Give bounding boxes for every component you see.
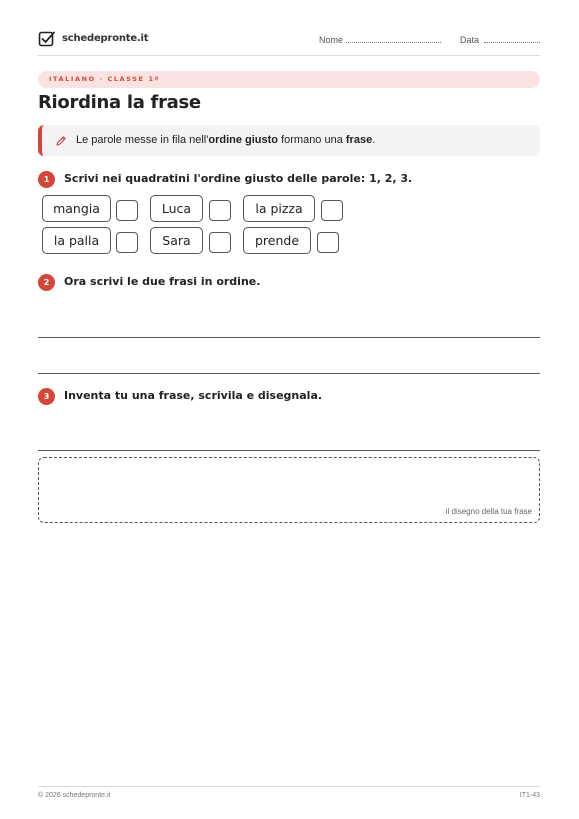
pencil-icon xyxy=(55,135,67,147)
order-box[interactable] xyxy=(116,232,138,253)
exercise-instruction: Inventa tu una frase, scrivila e disegnala. xyxy=(64,389,323,402)
brand-name: schedepronte.it xyxy=(62,33,149,44)
checkbox-logo-icon xyxy=(38,30,56,48)
order-box[interactable] xyxy=(321,200,343,221)
exercise-number-badge: 2 xyxy=(38,274,55,291)
date-field[interactable] xyxy=(484,42,540,43)
page-title: Riordina la frase xyxy=(38,92,201,113)
order-box[interactable] xyxy=(209,200,231,221)
word-card: prende xyxy=(243,227,311,254)
word-card: Sara xyxy=(150,227,203,254)
order-box[interactable] xyxy=(209,232,231,253)
word-card: Luca xyxy=(150,195,203,222)
info-text: Le parole messe in fila nell'ordine giusto formano una frase. xyxy=(76,134,376,146)
drawing-caption: il disegno della tua frase xyxy=(445,507,532,516)
word-card: la palla xyxy=(42,227,111,254)
subject-band xyxy=(38,71,540,88)
word-card: la pizza xyxy=(243,195,315,222)
page-header xyxy=(38,30,540,56)
exercise-instruction: Scrivi nei quadratini l'ordine giusto delle parole: 1, 2, 3. xyxy=(64,172,413,185)
order-box[interactable] xyxy=(317,232,339,253)
footer-copyright: © 2026 schedepronte.it xyxy=(38,792,111,799)
page-footer xyxy=(38,786,540,799)
date-label: Data xyxy=(460,35,480,45)
name-field[interactable] xyxy=(346,42,441,43)
order-box[interactable] xyxy=(116,200,138,221)
name-label: Nome xyxy=(319,35,344,45)
drawing-area[interactable] xyxy=(38,457,540,523)
info-box xyxy=(38,125,540,156)
exercise-number-badge: 3 xyxy=(38,388,55,405)
exercise-number-badge: 1 xyxy=(38,171,55,188)
writing-line[interactable] xyxy=(38,450,540,451)
exercise-instruction: Ora scrivi le due frasi in ordine. xyxy=(64,275,261,288)
word-card: mangia xyxy=(42,195,111,222)
writing-line[interactable] xyxy=(38,337,540,338)
writing-line[interactable] xyxy=(38,373,540,374)
footer-code: IT1-43 xyxy=(519,792,540,799)
subject-label: ITALIANO · CLASSE 1ª xyxy=(49,75,160,83)
